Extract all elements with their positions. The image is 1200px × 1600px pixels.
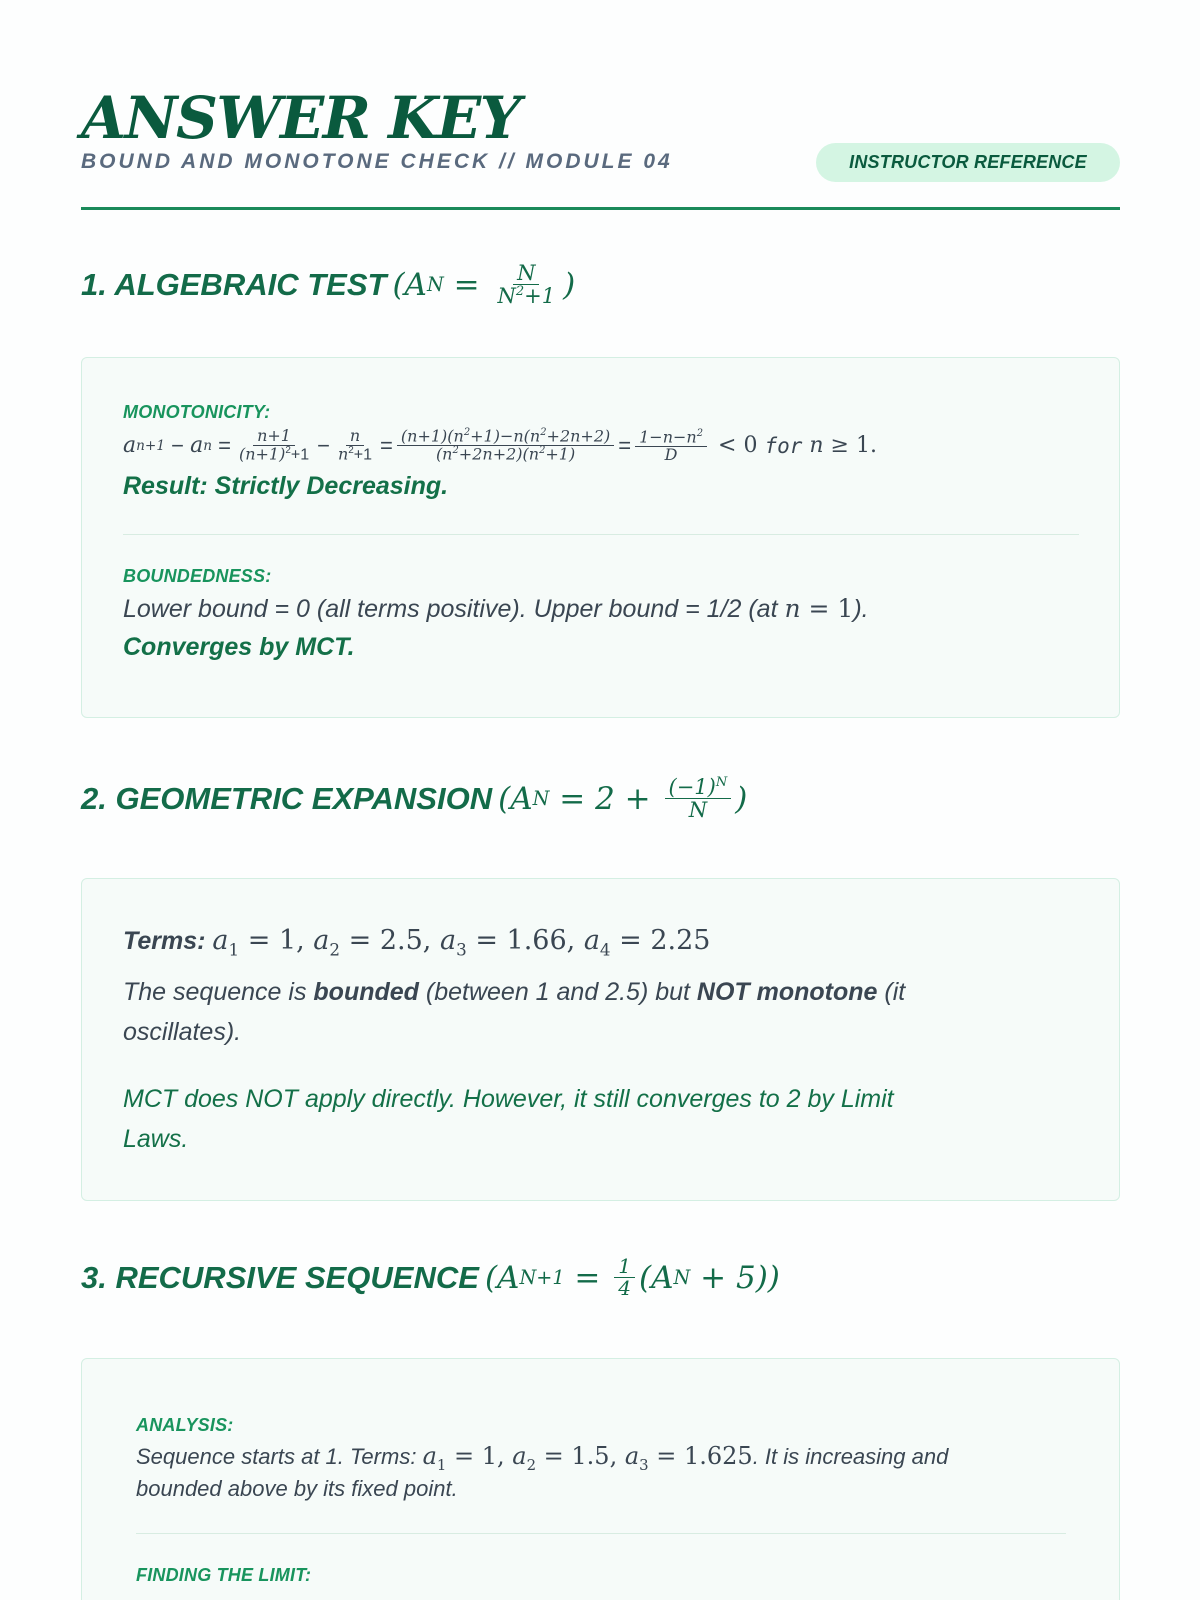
mct-note-cont: Laws.: [123, 1125, 189, 1153]
section1-card: [81, 357, 1120, 718]
section2-card: [81, 878, 1120, 1201]
section1-heading: 1. ALGEBRAIC TEST ( A N = $\frac{N}{N^2+1}$ ): [81, 261, 576, 309]
sequence-description-cont: oscillates).: [123, 1018, 242, 1046]
monotonicity-equation: a n+1 − a n = $\frac{n+1}{(n+1)^2+1}$ − $\frac{n}{n^2+1}$ = $\frac{(n+1)(n^2+1)-n(n^2+2n+2)}{(n^2+2n+2)(n^2+1)}$ = $\frac{1-n-n^2}{D}$ < 0 for n ≥ 1.: [123, 426, 877, 464]
section2-formula: ( A N = 2 + $\frac{(-1)^N}{N}$ ): [498, 775, 748, 823]
boundedness-label: BOUNDEDNESS:: [123, 566, 272, 586]
converges-text: Converges by MCT.: [123, 633, 355, 661]
instructor-badge: INSTRUCTOR REFERENCE: [816, 143, 1120, 182]
section3-divider: [136, 1533, 1066, 1534]
monotonicity-label: MONOTONICITY:: [123, 402, 271, 422]
monotonicity-result: Result: Strictly Decreasing.: [123, 472, 449, 500]
section2-heading: 2. GEOMETRIC EXPANSION ( A N = 2 + $\frac{(-1)^N}{N}$ ): [81, 775, 748, 823]
header-divider: [81, 207, 1120, 210]
page-title: ANSWER KEY: [81, 84, 520, 152]
terms-line: Terms: $a_1 = 1$, $a_2 = 2.5$, $a_3 = 1.66$, $a_4 = 2.25$: [123, 925, 711, 960]
finding-limit-label: FINDING THE LIMIT:: [136, 1565, 312, 1585]
page-subtitle: BOUND AND MONOTONE CHECK // MODULE 04: [81, 150, 673, 173]
mct-note: MCT does NOT apply directly. However, it still converges to 2 by Limit: [123, 1085, 894, 1113]
section1-divider: [123, 534, 1079, 535]
section1-formula: ( A N = $\frac{N}{N^2+1}$ ): [392, 261, 576, 309]
section3-heading: 3. RECURSIVE SEQUENCE ( A N+1 = $\frac{1}{4}$ ( A N + 5)): [81, 1254, 780, 1300]
analysis-text: Sequence starts at 1. Terms: $a_1 = 1$, $a_2 = 1.5$, $a_3 = 1.625$. It is increasing and: [136, 1442, 949, 1474]
sequence-description: The sequence is bounded (between 1 and 2.5) but NOT monotone (it: [123, 978, 906, 1006]
boundedness-text: Lower bound = 0 (all terms positive). Upper bound = 1/2 (at n = 1).: [123, 594, 869, 623]
analysis-text-cont: bounded above by its fixed point.: [136, 1476, 458, 1501]
section3-card: [81, 1358, 1120, 1600]
section3-formula: ( A N+1 = $\frac{1}{4}$ ( A N + 5)): [484, 1254, 780, 1300]
analysis-label: ANALYSIS:: [136, 1415, 234, 1435]
